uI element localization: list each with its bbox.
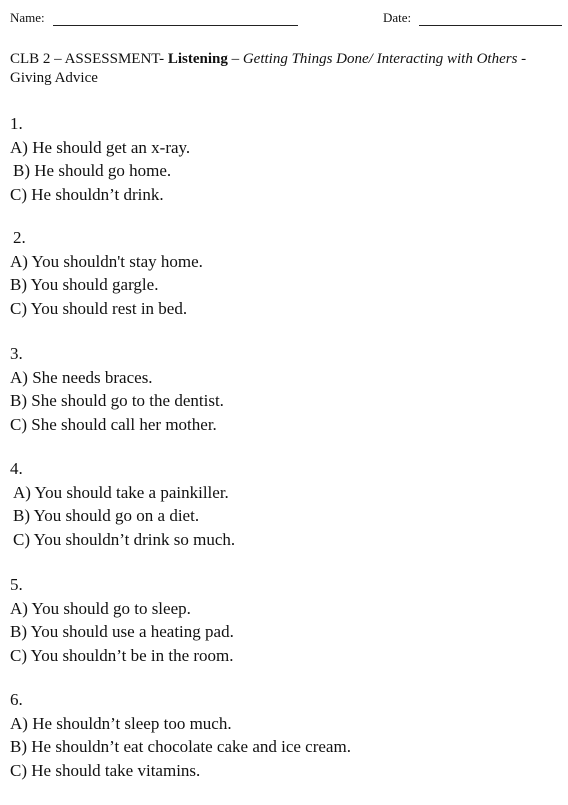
question-6 [10,688,351,782]
question-4 [10,457,235,551]
option-a: A) He should get an x-ray. [10,137,191,157]
question-number: 6. [10,690,23,709]
question-number: 3. [10,344,23,363]
option-a: A) You should take a painkiller. [13,482,229,502]
name-label: Name: [10,10,45,25]
option-c: C) She should call her mother. [10,414,217,434]
date-field[interactable] [383,10,562,26]
option-c: C) You should rest in bed. [10,298,188,318]
name-blank-line[interactable] [53,13,298,26]
option-a: A) You shouldn't stay home. [10,251,203,271]
question-2 [10,226,203,320]
option-b: B) You should gargle. [10,275,159,294]
option-c: C) You shouldn’t be in the room. [10,645,234,665]
question-3 [10,342,224,436]
option-b: B) She should go to the dentist. [10,391,224,410]
option-c: C) He shouldn’t drink. [10,184,164,204]
date-label: Date: [383,10,412,25]
option-c: C) He should take vitamins. [10,760,201,780]
title-part2: – [227,51,243,67]
option-a: A) You should go to sleep. [10,598,191,618]
title-part3: - Giving Advice [10,51,527,86]
question-number: 2. [13,228,26,247]
option-a: A) She needs braces. [10,367,153,387]
option-b: B) You should go on a diet. [13,506,200,525]
title-italic: Getting Things Done/ Interacting with Others [242,51,518,67]
question-number: 4. [10,459,23,478]
option-b: B) You should use a heating pad. [10,622,234,641]
option-a: A) He shouldn’t sleep too much. [10,713,232,733]
question-number: 1. [10,114,23,133]
name-field[interactable] [10,10,298,26]
question-5 [10,573,234,667]
title-part1: CLB 2 – ASSESSMENT- [10,51,168,67]
option-b: B) He should go home. [13,161,172,180]
option-c: C) You shouldn’t drink so much. [13,529,236,549]
title-bold: Listening [167,51,228,67]
question-number: 5. [10,575,23,594]
option-b: B) He shouldn’t eat chocolate cake and ice cream. [10,737,351,756]
page-title [10,50,562,88]
date-blank-line[interactable] [419,13,562,26]
question-1 [10,112,190,206]
